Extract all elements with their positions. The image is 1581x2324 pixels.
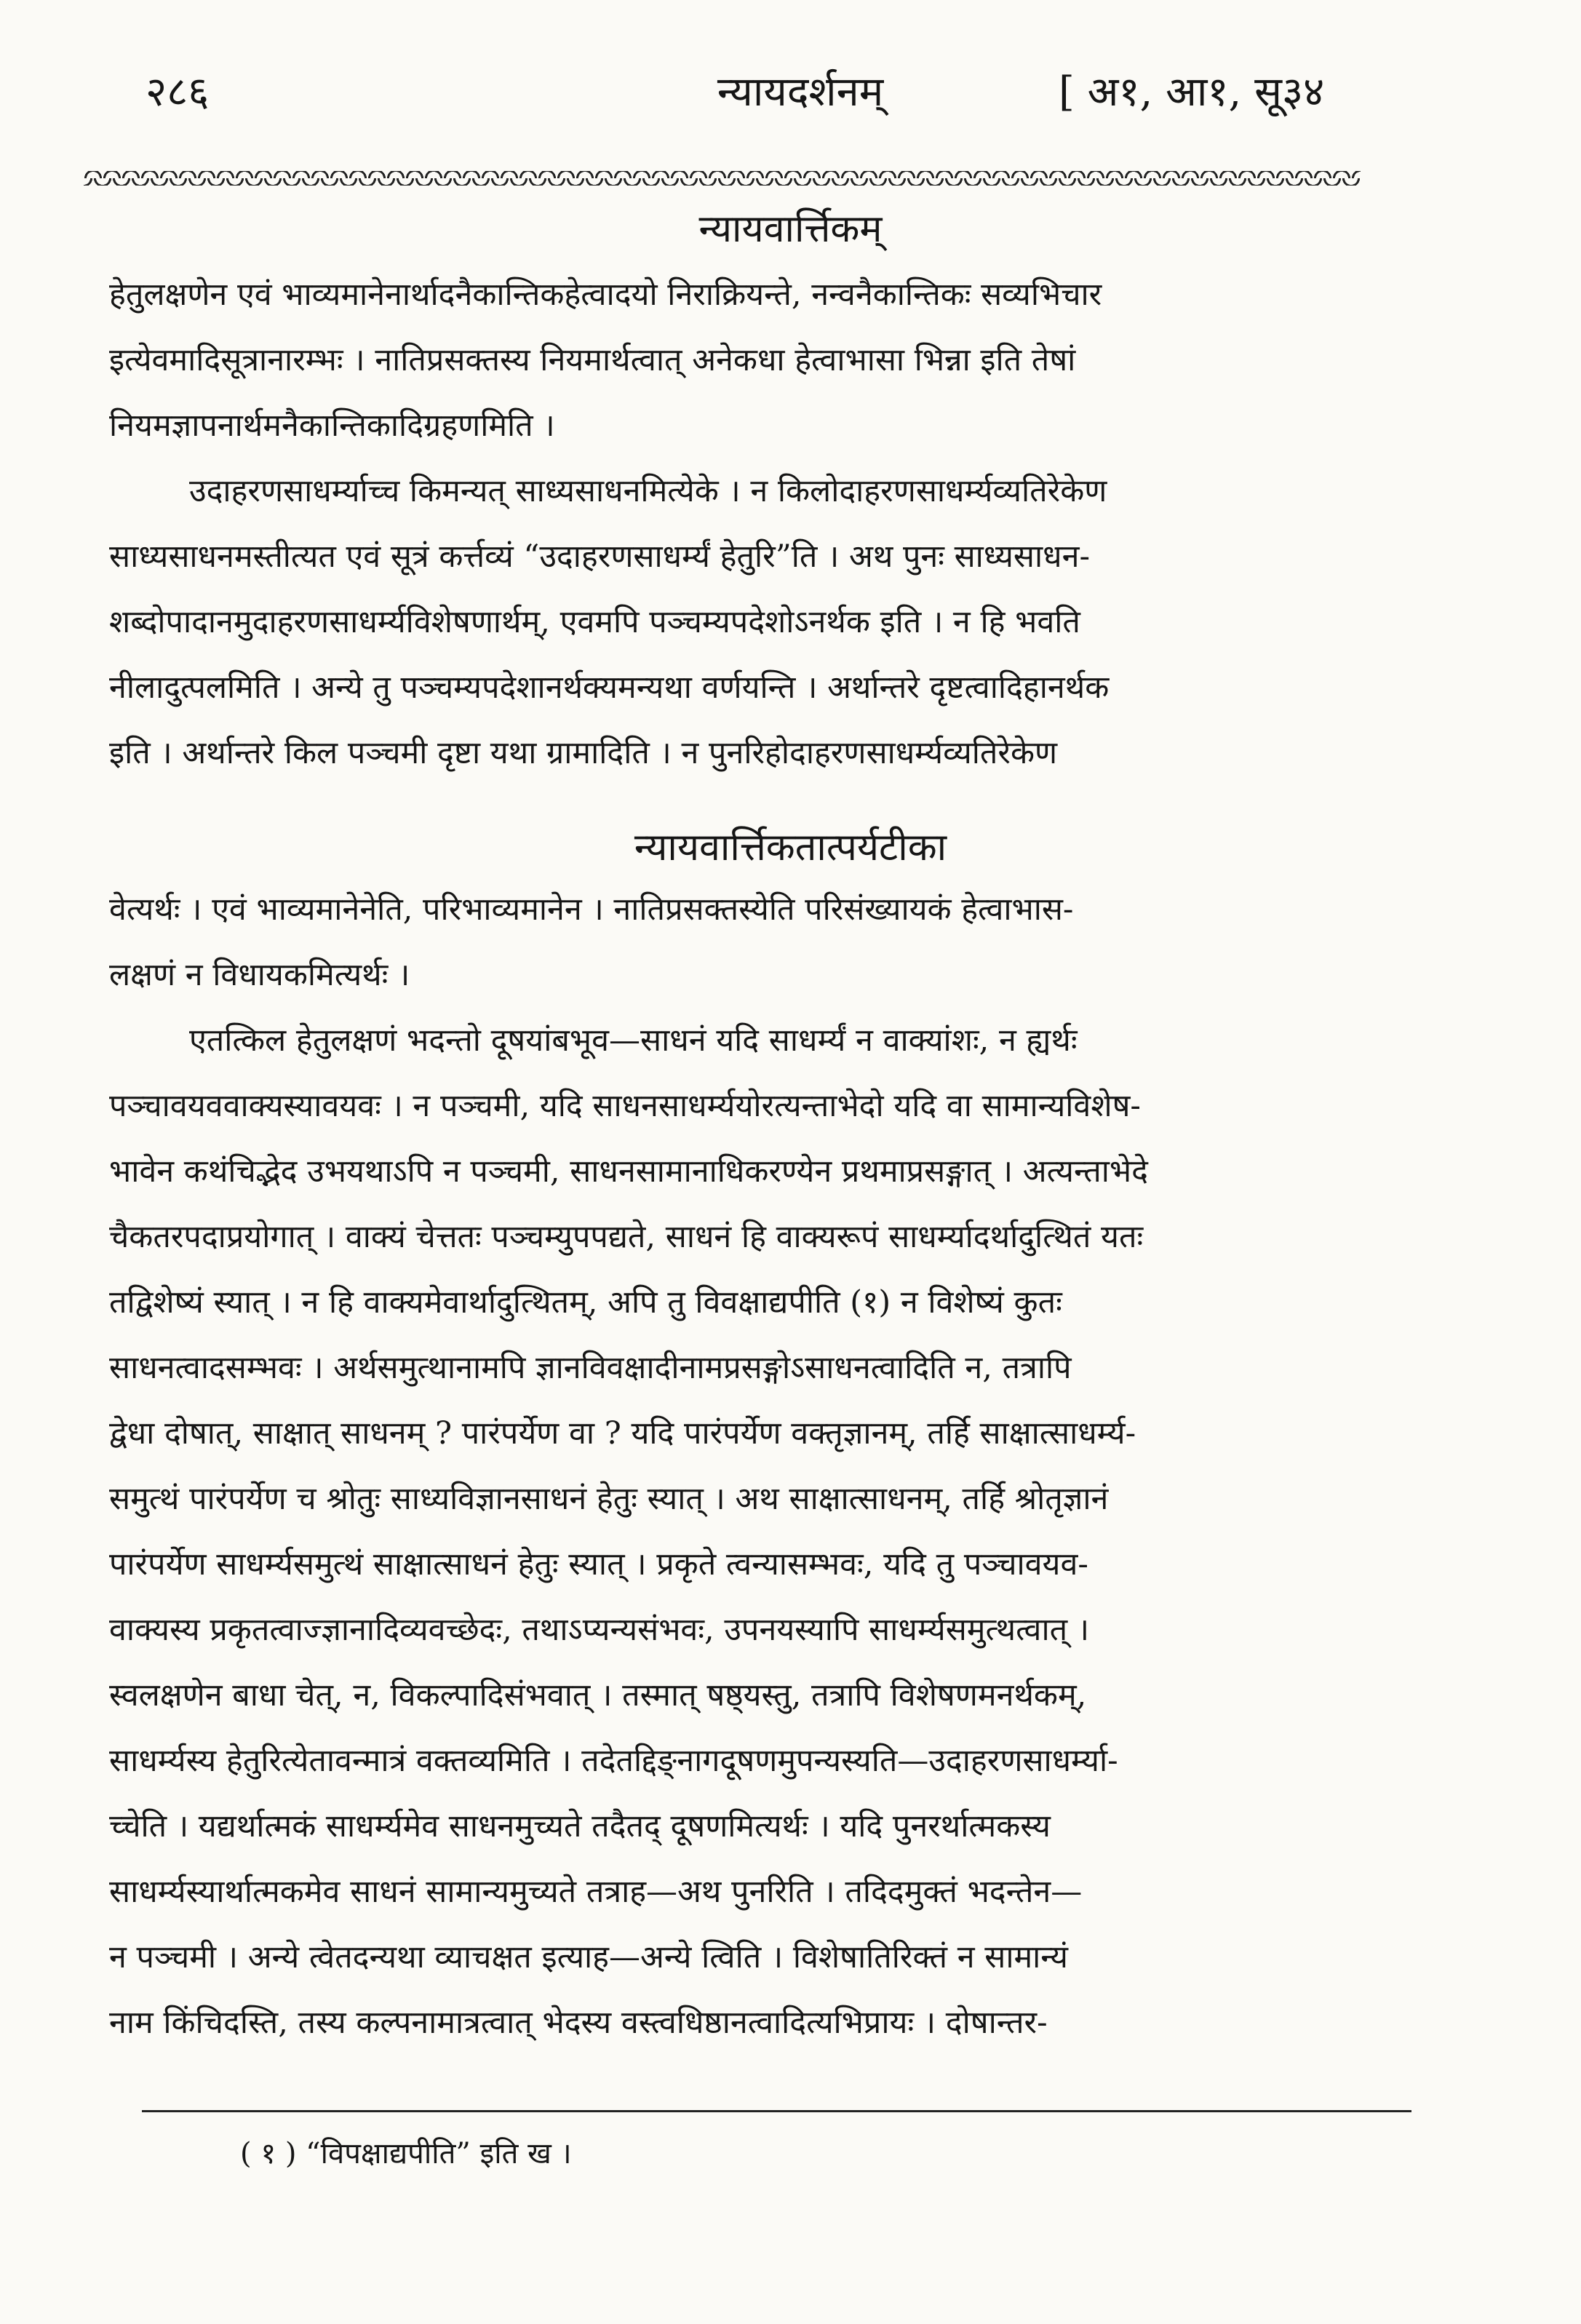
text-line: वेत्यर्थः । एवं भाव्यमानेनेति, परिभाव्यमानेन । नातिप्रसक्तस्येति परिसंख्यायकं हेत्वाभास- [109, 891, 1074, 928]
text-line: नीलादुत्पलमिति । अन्ये तु पञ्चम्यपदेशानर्थक्यमन्यथा वर्णयन्ति । अर्थान्तरे दृष्टत्वादिहानर्थक [109, 669, 1110, 706]
text-line: द्वेधा दोषात्, साक्षात् साधनम् ? पारंपर्येण वा ? यदि पारंपर्येण वक्तृज्ञानम्, तर्हि साक्षात्साधर्म्य- [109, 1415, 1136, 1452]
text-line: न पञ्चमी । अन्ये त्वेतदन्यथा व्याचक्षत इत्याह—अन्ये त्विति । विशेषातिरिक्तं न सामान्यं [109, 1939, 1068, 1975]
text-line: चैकतरपदाप्रयोगात् । वाक्यं चेत्ततः पञ्चम्युपपद्यते, साधनं हि वाक्यरूपं साधर्म्यादर्थादुत्थितं यतः [109, 1219, 1144, 1255]
text-line: पारंपर्येण साधर्म्यसमुत्थं साक्षात्साधनं हेतुः स्यात् । प्रकृते त्वन्यासम्भवः, यदि तु पञ्चावयव- [109, 1546, 1088, 1583]
text-line: साधनत्वादसम्भवः । अर्थसमुत्थानामपि ज्ञानविवक्षादीनामप्रसङ्गोऽसाधनत्वादिति न, तत्रापि [109, 1350, 1072, 1386]
vartika-text [109, 262, 1419, 786]
text-line: शब्दोपादानमुदाहरणसाधर्म्यविशेषणार्थम्, एवमपि पञ्चम्यपदेशोऽनर्थक इति । न हि भवति [109, 604, 1080, 640]
text-line: नियमज्ञापनार्थमनैकान्तिकादिग्रहणमिति । [109, 407, 555, 444]
text-line: उदाहरणसाधर्म्याच्च किमन्यत् साध्यसाधनमित्येके । न किलोदाहरणसाधर्म्यव्यतिरेकेण [189, 473, 1107, 509]
text-line: इत्येवमादिसूत्रानारम्भः । नातिप्रसक्तस्य नियमार्थत्वात् अनेकधा हेत्वाभासा भिन्ना इति तेषां [109, 342, 1076, 378]
text-line: इति । अर्थान्तरे किल पञ्चमी दृष्टा यथा ग्रामादिति । न पुनरिहोदाहरणसाधर्म्यव्यतिरेकेण [109, 735, 1058, 771]
tika-text [109, 877, 1419, 2056]
tika-heading: न्यायवार्त्तिकतात्पर्यटीका [634, 826, 947, 869]
text-line: एतत्किल हेतुलक्षणं भदन्तो दूषयांबभूव—साधनं यदि साधर्म्यं न वाक्यांशः, न ह्यर्थः [189, 1022, 1078, 1059]
text-line: तद्विशेष्यं स्यात् । न हि वाक्यमेवार्थादुत्थितम्, अपि तु विवक्षाद्यपीति (१) न विशेष्यं कुतः [109, 1284, 1062, 1321]
page-number: २८६ [146, 68, 210, 116]
text-line: लक्षणं न विधायकमित्यर्थः । [109, 957, 410, 993]
running-title: न्यायदर्शनम् [717, 68, 884, 116]
text-line: समुत्थं पारंपर्येण च श्रोतुः साध्यविज्ञानसाधनं हेतुः स्यात् । अथ साक्षात्साधनम्, तर्हि श्रोतृज्ञानं [109, 1481, 1109, 1517]
header-wavy-rule [84, 171, 1361, 186]
footnote-separator [142, 2110, 1411, 2112]
text-line: हेतुलक्षणेन एवं भाव्यमानेनार्थादनैकान्तिकहेत्वादयो निराक्रियन्ते, नन्वनैकान्तिकः सव्यभिचार [109, 276, 1102, 313]
text-line: नाम किंचिदस्ति, तस्य कल्पनामात्रत्वात् भेदस्य वस्त्वधिष्ठानत्वादित्यभिप्रायः । दोषान्तर- [109, 2005, 1048, 2041]
text-line: पञ्चावयववाक्यस्यावयवः । न पञ्चमी, यदि साधनसाधर्म्ययोरत्यन्ताभेदो यदि वा सामान्यविशेष- [109, 1088, 1141, 1124]
text-line: च्चेति । यद्यर्थात्मकं साधर्म्यमेव साधनमुच्यते तदैतद् दूषणमित्यर्थः । यदि पुनरर्थात्मकस्य [109, 1808, 1051, 1845]
text-line: भावेन कथंचिद्भेद उभयथाऽपि न पञ्चमी, साधनसामानाधिकरण्येन प्रथमाप्रसङ्गात् । अत्यन्ताभेदे [109, 1153, 1148, 1190]
footnote: ( १ ) “विपक्षाद्यपीति” इति ख । [240, 2137, 572, 2170]
text-line: साधर्म्यस्य हेतुरित्येतावन्मात्रं वक्तव्यमिति । तदेतद्दिङ्नागदूषणमुपन्यस्यति—उदाहरणसाधर्म्या- [109, 1743, 1118, 1779]
text-line: साध्यसाधनमस्तीत्यत एवं सूत्रं कर्त्तव्यं “उदाहरणसाधर्म्यं हेतुरि”ति । अथ पुनः साध्यसाधन- [109, 538, 1090, 575]
text-line: साधर्म्यस्यार्थात्मकमेव साधनं सामान्यमुच्यते तत्राह—अथ पुनरिति । तदिदमुक्तं भदन्तेन— [109, 1874, 1083, 1910]
text-line: वाक्यस्य प्रकृतत्वाज्ज्ञानादिव्यवच्छेदः, तथाऽप्यन्यसंभवः, उपनयस्यापि साधर्म्यसमुत्थत्वात् । [109, 1612, 1090, 1648]
section-reference: [ अ१, आ१, सू३४ [1059, 68, 1325, 116]
text-line: स्वलक्षणेन बाधा चेत्, न, विकल्पादिसंभवात् । तस्मात् षष्ठ्यस्तु, तत्रापि विशेषणमनर्थकम्, [109, 1677, 1087, 1714]
vartika-heading: न्यायवार्त्तिकम् [698, 207, 883, 251]
